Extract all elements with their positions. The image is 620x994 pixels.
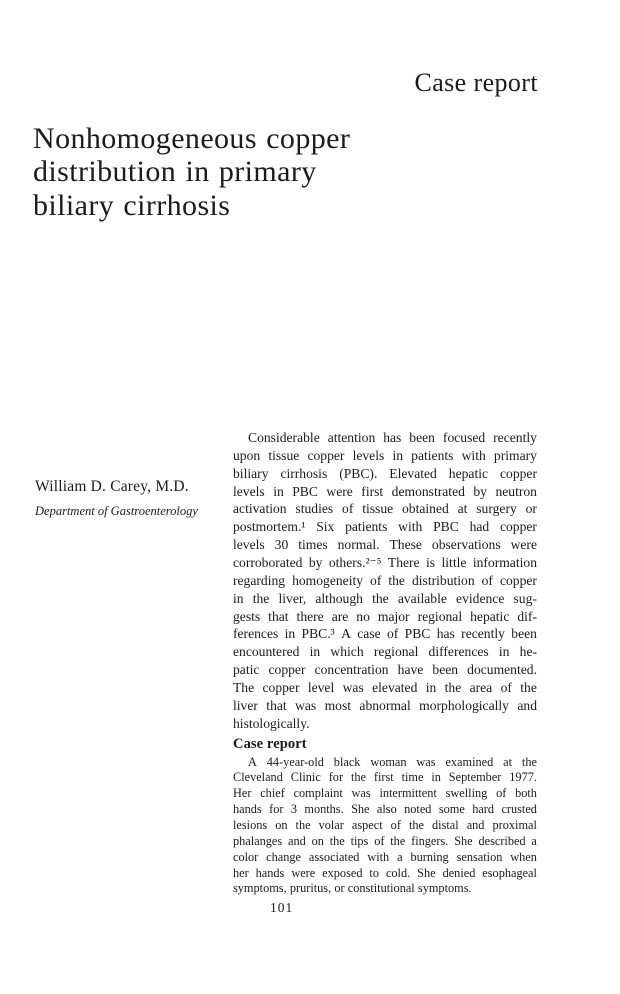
main-text-column	[233, 429, 537, 897]
section-heading: Case report	[233, 735, 307, 752]
text-line: levels in PBC were first demonstrated by neutron	[233, 483, 537, 499]
text-line: phalanges and on the tips of the fingers. She described a	[233, 833, 537, 848]
text-line: levels 30 times normal. These observations were	[233, 537, 537, 553]
text-line: biliary cirrhosis	[33, 188, 231, 222]
text-line: liver that was most abnormal morphologically and	[233, 697, 537, 713]
text-line: hands for 3 months. She also noted some hard crusted	[233, 802, 537, 817]
text-line: Cleveland Clinic for the first time in September 1977.	[233, 770, 537, 785]
text-line: symptoms, pruritus, or constitutional symptoms.	[233, 881, 472, 896]
text-line: A 44-year-old black woman was examined at the	[248, 754, 537, 769]
text-line: distribution in primary	[33, 155, 317, 189]
text-line: upon tissue copper levels in patients with primary	[233, 447, 537, 463]
text-line: activation studies of tissue obtained at surgery or	[233, 501, 537, 517]
text-line: her hands were exposed to cold. She denied esophageal	[233, 865, 537, 880]
text-line: corroborated by others.²⁻⁵ There is little information	[233, 555, 537, 571]
text-line: ferences in PBC.³ A case of PBC has recently been	[233, 626, 537, 642]
case-report-paragraph	[233, 755, 537, 898]
text-line: Her chief complaint was intermittent swelling of both	[233, 786, 537, 801]
text-line: lesions on the volar aspect of the distal and proximal	[233, 817, 537, 832]
text-line: color change associated with a burning sensation when	[233, 849, 537, 864]
article-type-label: Case report	[414, 68, 538, 97]
text-line: The copper level was elevated in the area of the	[233, 680, 537, 696]
text-line: regarding homogeneity of the distribution of copper	[233, 572, 537, 588]
text-line: postmortem.¹ Six patients with PBC had copper	[233, 519, 537, 535]
text-line: in the liver, although the available evidence sug-	[233, 590, 537, 606]
text-line: Nonhomogeneous copper	[33, 122, 351, 155]
text-line: patic copper concentration have been documented.	[233, 662, 537, 678]
intro-paragraph	[233, 429, 537, 733]
text-line: biliary cirrhosis (PBC). Elevated hepatic copper	[233, 465, 537, 481]
article-title	[33, 122, 350, 222]
text-line: gests that there are no major regional hepatic dif-	[233, 608, 537, 624]
text-line: Considerable attention has been focused recently	[248, 430, 537, 445]
author-affiliation: Department of Gastroenterology	[35, 504, 198, 518]
text-line: encountered in which regional differences in he-	[233, 644, 537, 660]
text-line: histologically.	[233, 715, 310, 731]
author-name: William D. Carey, M.D.	[35, 478, 189, 495]
page-number: 101	[270, 900, 294, 915]
